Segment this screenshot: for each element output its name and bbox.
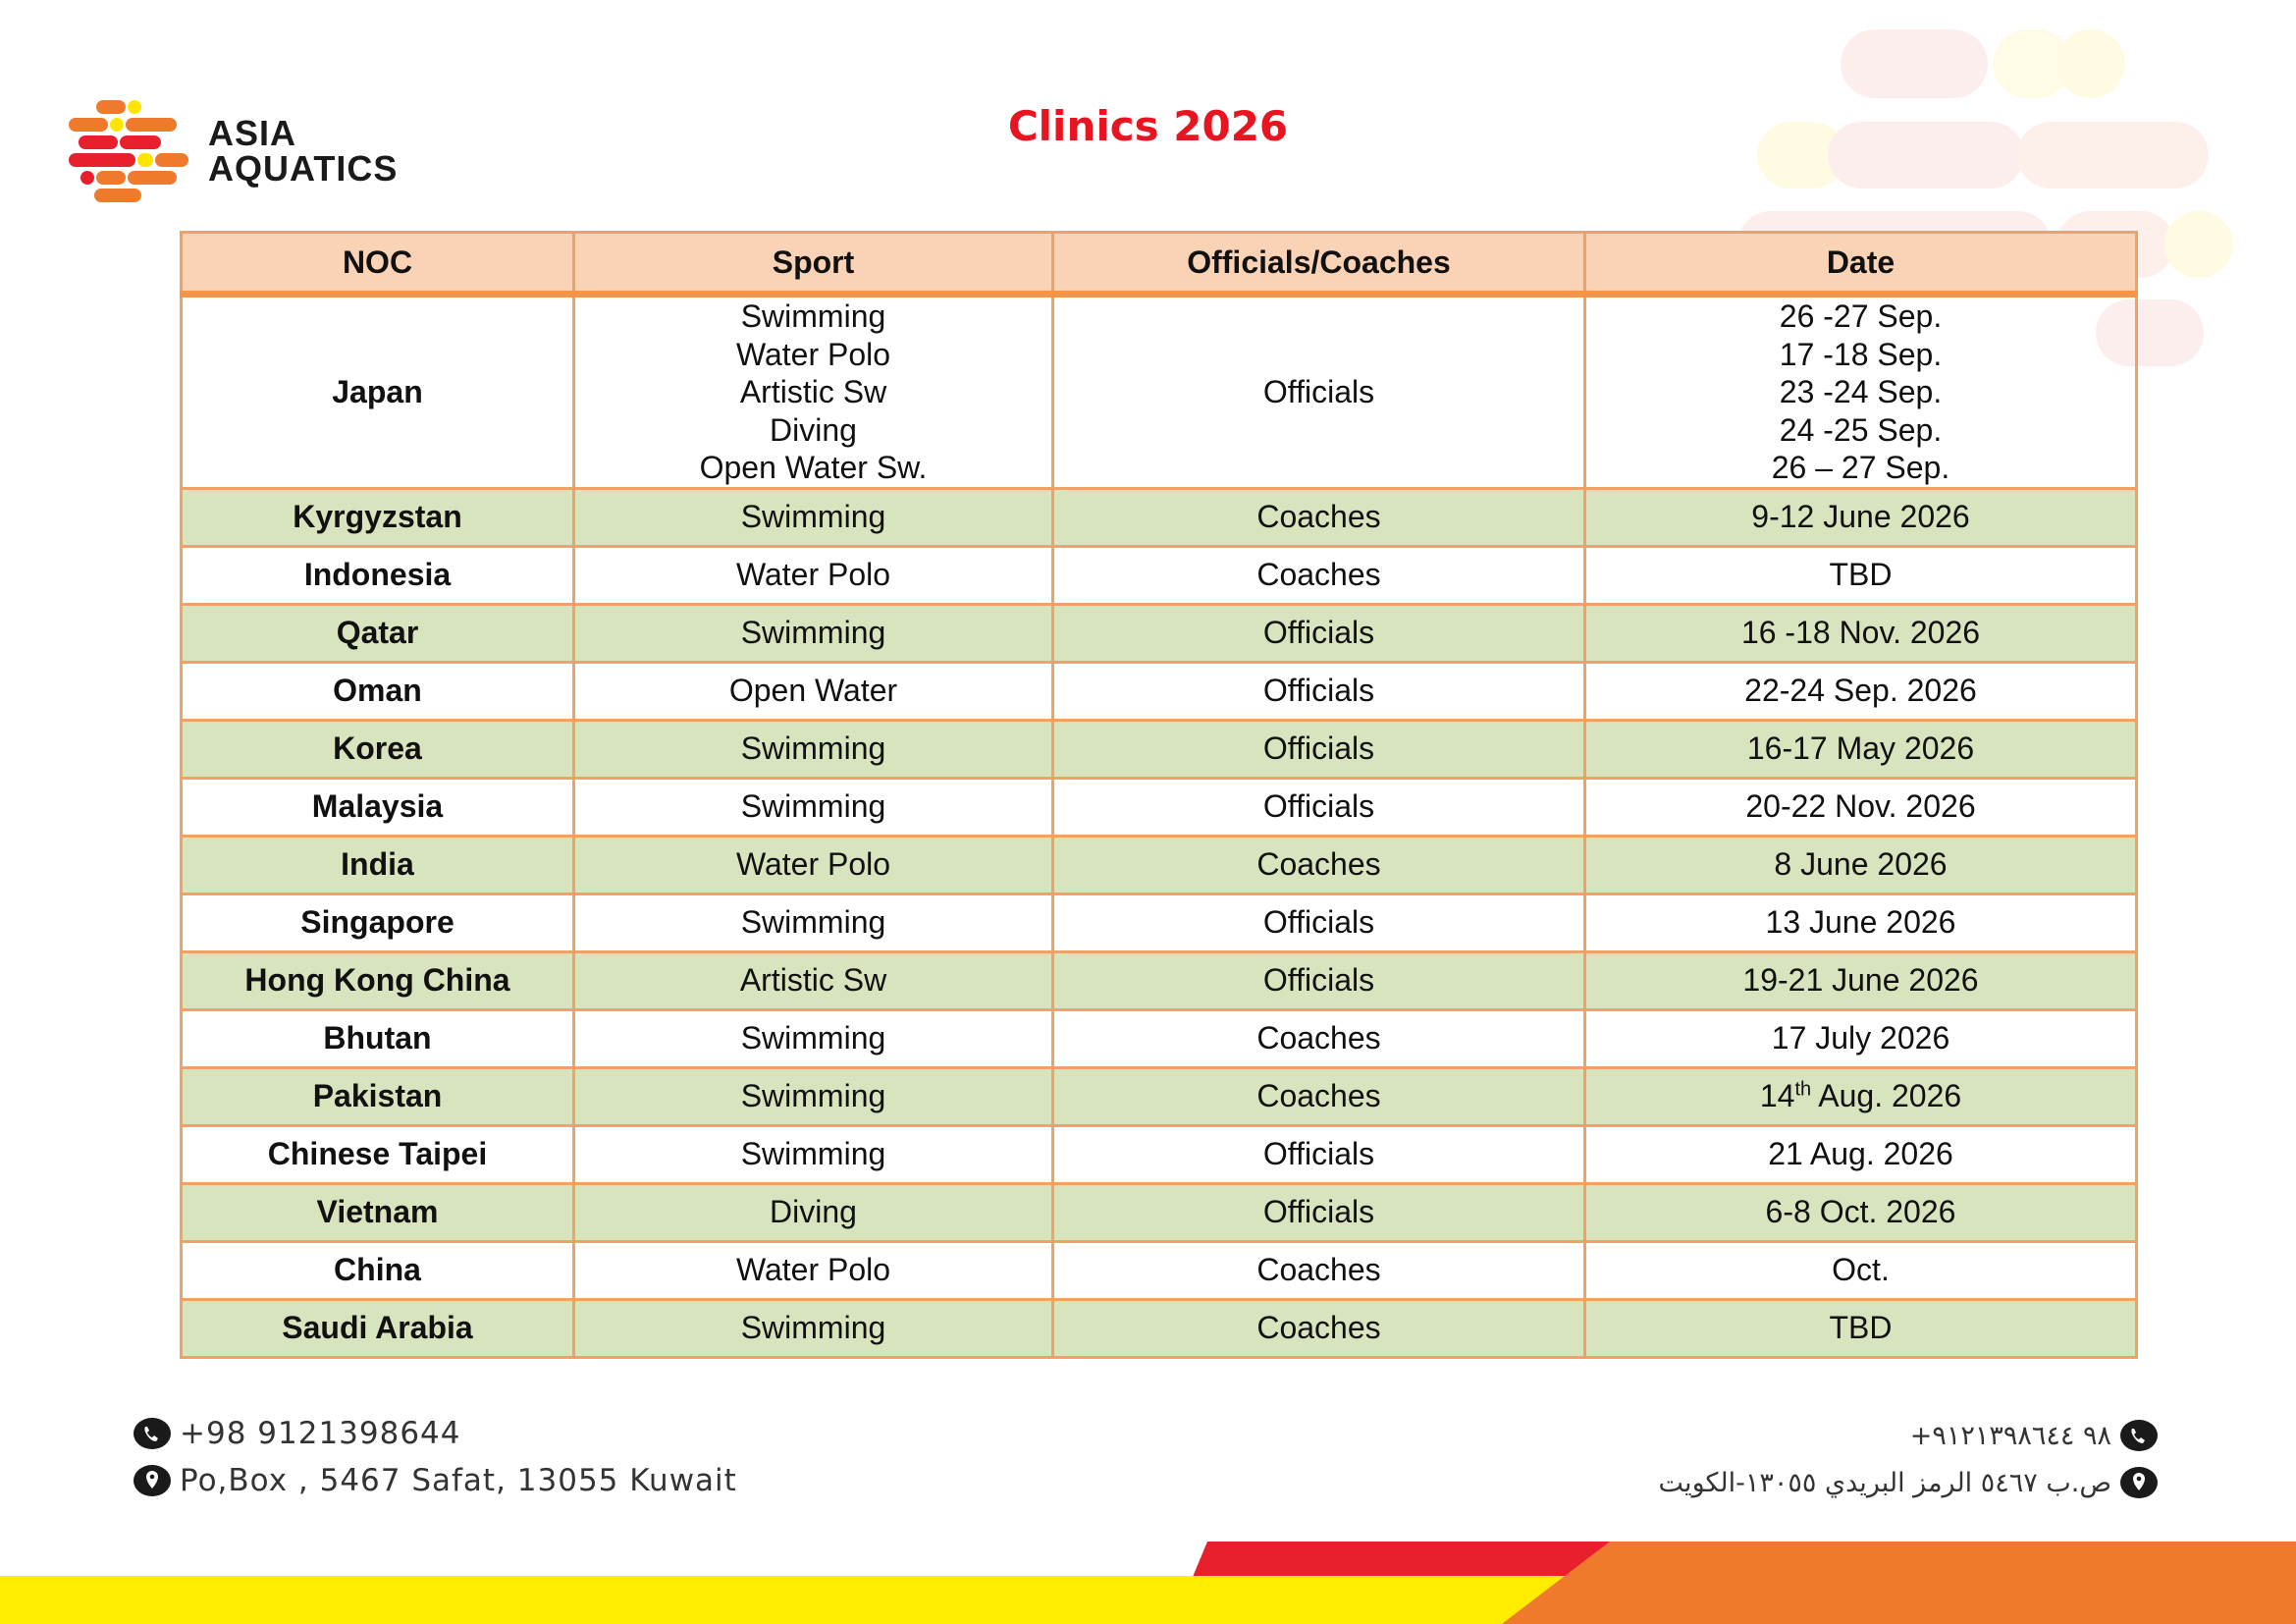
noc-cell: Pakistan: [182, 1067, 574, 1125]
date-cell: 16-17 May 2026: [1585, 720, 2137, 778]
table-header-row: [182, 233, 2137, 295]
footer-phone-ar: [1910, 1418, 2159, 1453]
table-row: [182, 1299, 2137, 1357]
header-sport: Sport: [574, 233, 1053, 295]
logo-line-1: ASIA: [208, 113, 297, 153]
noc-cell: Chinese Taipei: [182, 1125, 574, 1183]
role-cell: Coaches: [1053, 1299, 1585, 1357]
role-cell: Officials: [1053, 1125, 1585, 1183]
sport-cell: Swimming: [574, 778, 1053, 836]
noc-cell: Vietnam: [182, 1183, 574, 1241]
date-cell: 19-21 June 2026: [1585, 951, 2137, 1009]
table-row: [182, 836, 2137, 893]
sport-cell: Water Polo: [574, 836, 1053, 893]
date-cell: [1585, 295, 2137, 489]
role-cell: Officials: [1053, 662, 1585, 720]
postal-address: Po,Box , 5467 Safat, 13055 Kuwait: [180, 1463, 737, 1498]
footer-address-ar: [1659, 1465, 2159, 1500]
sport-cell: Swimming: [574, 893, 1053, 951]
location-pin-icon: [2119, 1465, 2159, 1500]
header-role: Officials/Coaches: [1053, 233, 1585, 295]
date-line: 26 -27 Sep.: [1779, 298, 1943, 334]
role-cell: Coaches: [1053, 1241, 1585, 1299]
location-pin-icon: [133, 1463, 172, 1498]
noc-cell: Oman: [182, 662, 574, 720]
noc-cell: Saudi Arabia: [182, 1299, 574, 1357]
table-row: [182, 1067, 2137, 1125]
date-cell: 9-12 June 2026: [1585, 488, 2137, 546]
role-cell: Officials: [1053, 893, 1585, 951]
sport-cell: Swimming: [574, 488, 1053, 546]
role-cell: Officials: [1053, 1183, 1585, 1241]
sport-cell: Artistic Sw: [574, 951, 1053, 1009]
sport-cell: Swimming: [574, 1067, 1053, 1125]
table-row: [182, 488, 2137, 546]
table-row: [182, 546, 2137, 604]
footer-address-en: [133, 1463, 737, 1498]
date-line: 26 – 27 Sep.: [1771, 450, 1950, 485]
role-cell: Coaches: [1053, 1067, 1585, 1125]
phone-icon: [2119, 1418, 2159, 1453]
sport-cell: Swimming: [574, 720, 1053, 778]
table-row: [182, 1183, 2137, 1241]
table-row: [182, 951, 2137, 1009]
sport-line: Open Water Sw.: [699, 450, 928, 485]
date-cell: 17 July 2026: [1585, 1009, 2137, 1067]
role-cell: Coaches: [1053, 546, 1585, 604]
sport-cell: Swimming: [574, 1009, 1053, 1067]
table-row: [182, 1241, 2137, 1299]
clinics-table: [180, 231, 2138, 1359]
bottom-color-band: [0, 1532, 2296, 1624]
noc-cell: Indonesia: [182, 546, 574, 604]
date-line: 23 -24 Sep.: [1779, 374, 1943, 409]
noc-cell: Korea: [182, 720, 574, 778]
sport-cell: Open Water: [574, 662, 1053, 720]
date-cell: [1585, 1067, 2137, 1125]
phone-number-arabic: +٩٨ ٩١٢١٣٩٨٦٤٤: [1909, 1420, 2111, 1451]
table-row: [182, 662, 2137, 720]
role-cell: Officials: [1053, 778, 1585, 836]
page-title: Clinics 2026: [1007, 102, 1289, 150]
noc-cell: China: [182, 1241, 574, 1299]
noc-cell: Qatar: [182, 604, 574, 662]
date-cell: 13 June 2026: [1585, 893, 2137, 951]
postal-address-arabic: ص.ب ٥٤٦٧ الرمز البريدي ١٣٠٥٥-الكويت: [1658, 1467, 2111, 1498]
table-row: [182, 893, 2137, 951]
phone-number: +98 9121398644: [180, 1416, 461, 1451]
footer-phone-en: [133, 1416, 461, 1451]
date-day: 14: [1759, 1078, 1795, 1113]
header-noc: NOC: [182, 233, 574, 295]
date-line: 17 -18 Sep.: [1779, 336, 1943, 372]
date-cell: 8 June 2026: [1585, 836, 2137, 893]
date-cell: 6-8 Oct. 2026: [1585, 1183, 2137, 1241]
sport-cell: Swimming: [574, 1299, 1053, 1357]
noc-cell: Hong Kong China: [182, 951, 574, 1009]
date-cell: TBD: [1585, 546, 2137, 604]
date-cell: 22-24 Sep. 2026: [1585, 662, 2137, 720]
logo-line-2: AQUATICS: [208, 148, 399, 189]
sport-line: Artistic Sw: [739, 374, 887, 409]
date-ordinal-suffix: th: [1794, 1078, 1812, 1101]
table-row: [182, 1125, 2137, 1183]
noc-cell: Kyrgyzstan: [182, 488, 574, 546]
sport-cell: Diving: [574, 1183, 1053, 1241]
noc-cell: Japan: [182, 295, 574, 489]
table-row: [182, 1009, 2137, 1067]
noc-cell: Malaysia: [182, 778, 574, 836]
sport-cell: Water Polo: [574, 1241, 1053, 1299]
role-cell: Officials: [1053, 295, 1585, 489]
date-cell: 21 Aug. 2026: [1585, 1125, 2137, 1183]
date-cell: 20-22 Nov. 2026: [1585, 778, 2137, 836]
role-cell: Officials: [1053, 604, 1585, 662]
noc-cell: Bhutan: [182, 1009, 574, 1067]
table-row: [182, 778, 2137, 836]
sport-cell: Swimming: [574, 1125, 1053, 1183]
header-date: Date: [1585, 233, 2137, 295]
date-line: 24 -25 Sep.: [1779, 411, 1943, 448]
date-cell: TBD: [1585, 1299, 2137, 1357]
role-cell: Coaches: [1053, 836, 1585, 893]
sport-cell: Swimming: [574, 604, 1053, 662]
noc-cell: India: [182, 836, 574, 893]
sport-cell: Water Polo: [574, 546, 1053, 604]
phone-icon: [133, 1416, 172, 1451]
role-cell: Officials: [1053, 951, 1585, 1009]
date-cell: 16 -18 Nov. 2026: [1585, 604, 2137, 662]
role-cell: Coaches: [1053, 1009, 1585, 1067]
sport-cell: [574, 295, 1053, 489]
role-cell: Officials: [1053, 720, 1585, 778]
table-row: [182, 720, 2137, 778]
noc-cell: Singapore: [182, 893, 574, 951]
sport-line: Diving: [770, 411, 857, 448]
sport-line: Swimming: [740, 298, 886, 334]
date-rest: Aug. 2026: [1811, 1078, 1962, 1113]
role-cell: Coaches: [1053, 488, 1585, 546]
sport-line: Water Polo: [735, 336, 891, 372]
date-cell: Oct.: [1585, 1241, 2137, 1299]
table-row: [182, 604, 2137, 662]
table-row: [182, 295, 2137, 489]
